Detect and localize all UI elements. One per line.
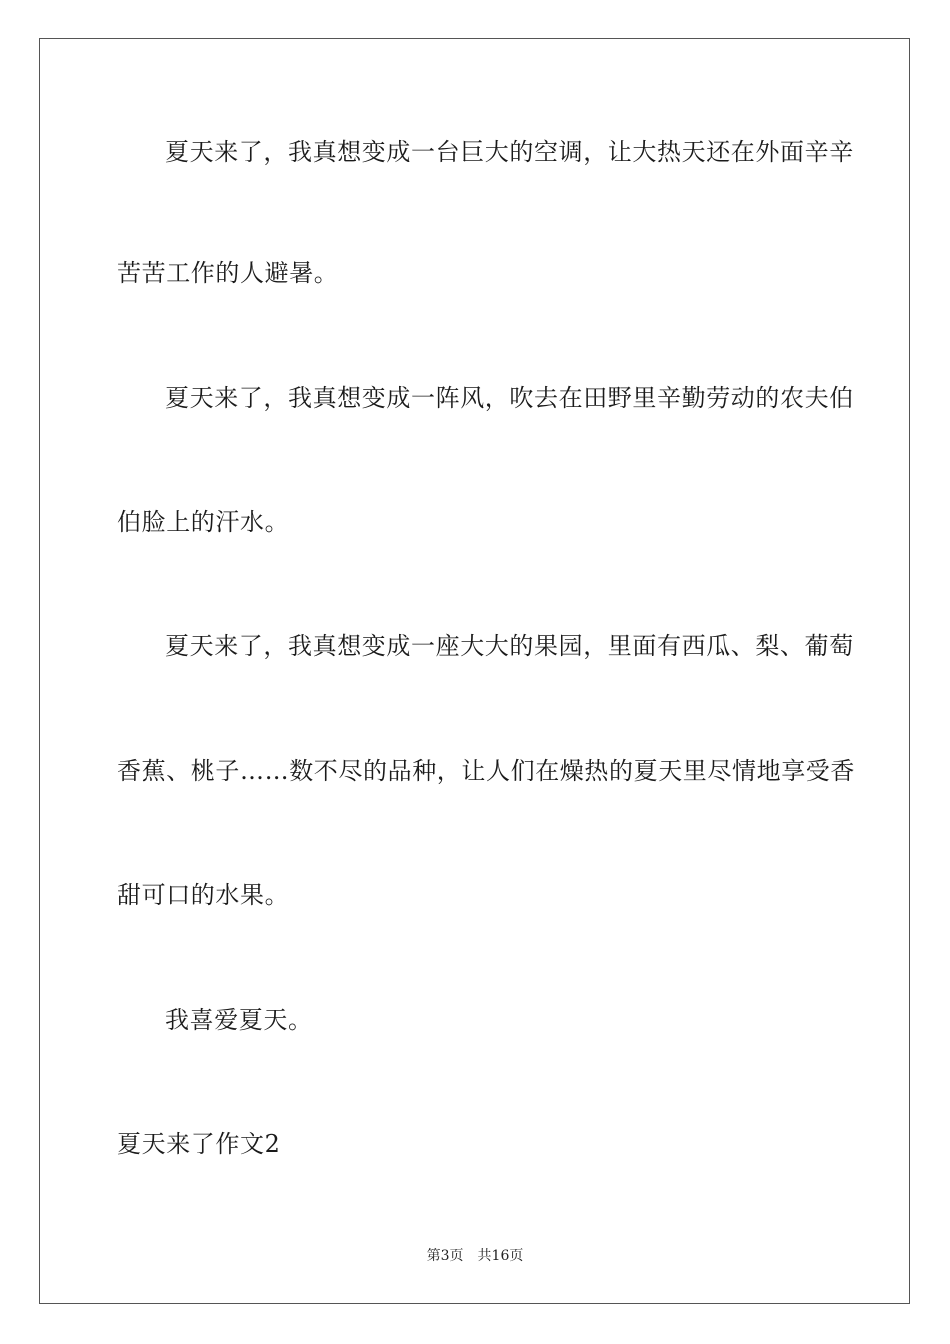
paragraph-1-line-2: 苦苦工作的人避暑。 bbox=[117, 259, 339, 287]
paragraph-2-line-2: 伯脸上的汗水。 bbox=[117, 508, 290, 536]
page-border bbox=[39, 38, 910, 1304]
paragraph-1-line-1: 夏天来了，我真想变成一台巨大的空调，让大热天还在外面辛辛 bbox=[165, 138, 854, 166]
page-footer bbox=[0, 1247, 950, 1265]
total-pages: 共16页 bbox=[477, 1248, 524, 1264]
paragraph-4-line-1: 我喜爱夏天。 bbox=[165, 1006, 313, 1034]
section-heading: 夏天来了作文2 bbox=[117, 1130, 281, 1158]
paragraph-3-line-1: 夏天来了，我真想变成一座大大的果园，里面有西瓜、梨、葡萄 bbox=[165, 632, 854, 660]
paragraph-3-line-2: 香蕉、桃子……数不尽的品种，让人们在燥热的夏天里尽情地享受香 bbox=[117, 757, 855, 785]
page-number: 第3页 bbox=[426, 1248, 464, 1264]
paragraph-2-line-1: 夏天来了，我真想变成一阵风，吹去在田野里辛勤劳动的农夫伯 bbox=[165, 384, 854, 412]
paragraph-3-line-3: 甜可口的水果。 bbox=[117, 881, 290, 909]
